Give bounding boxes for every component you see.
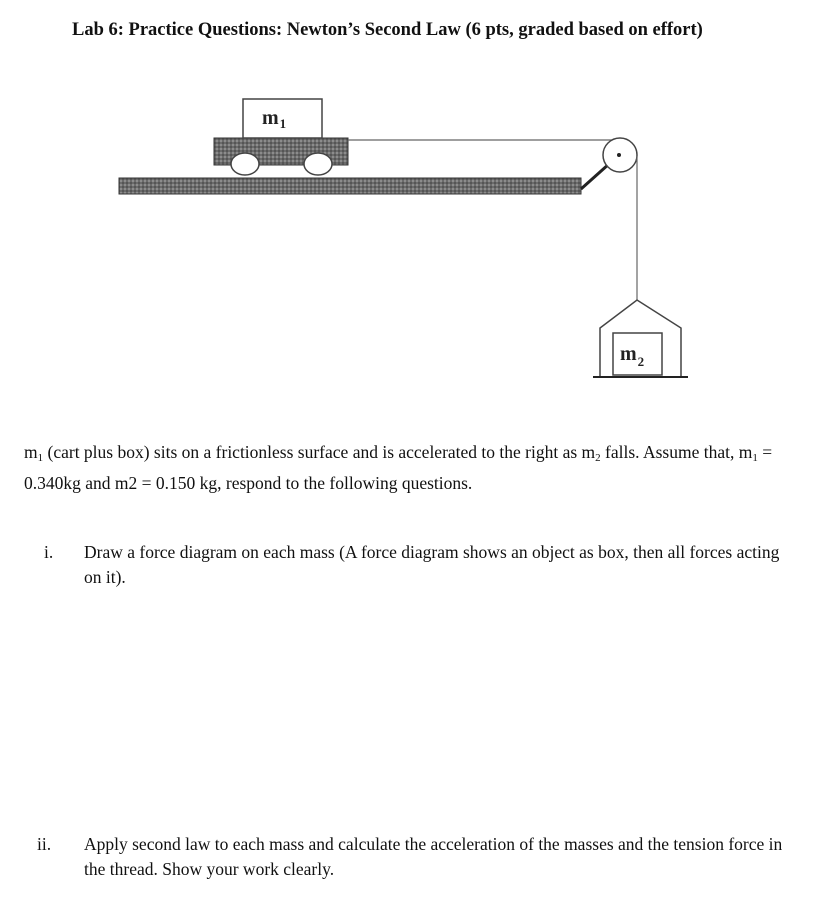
mass1-label: $m_1$ xyxy=(262,107,287,131)
table-surface xyxy=(119,178,581,194)
page-title: Lab 6: Practice Questions: Newton’s Second Law (6 pts, graded based on effort) xyxy=(72,20,703,40)
cart-wheel-left xyxy=(231,153,259,175)
problem-statement: $m_1$ (cart plus box) sits on a frictionless surface and is accelerated to the right as $m_2$ falls. Assume that, $m_1 = 0.340kg$ and m2 = 0.150 kg, respond to the following questions. xyxy=(24,442,773,493)
question-text: Draw a force diagram on each mass (A force diagram shows an object as box, then all forces acting on it). xyxy=(84,542,780,587)
cart-wheel-right xyxy=(304,153,332,175)
mass2-label: $m_2$ xyxy=(620,343,645,369)
question-number: i. xyxy=(44,542,54,562)
question-number: ii. xyxy=(37,834,52,854)
atwood-diagram xyxy=(0,0,814,420)
question-text: Apply second law to each mass and calculate the acceleration of the masses and the tension force in the thread. Show your work clearly. xyxy=(84,834,783,879)
